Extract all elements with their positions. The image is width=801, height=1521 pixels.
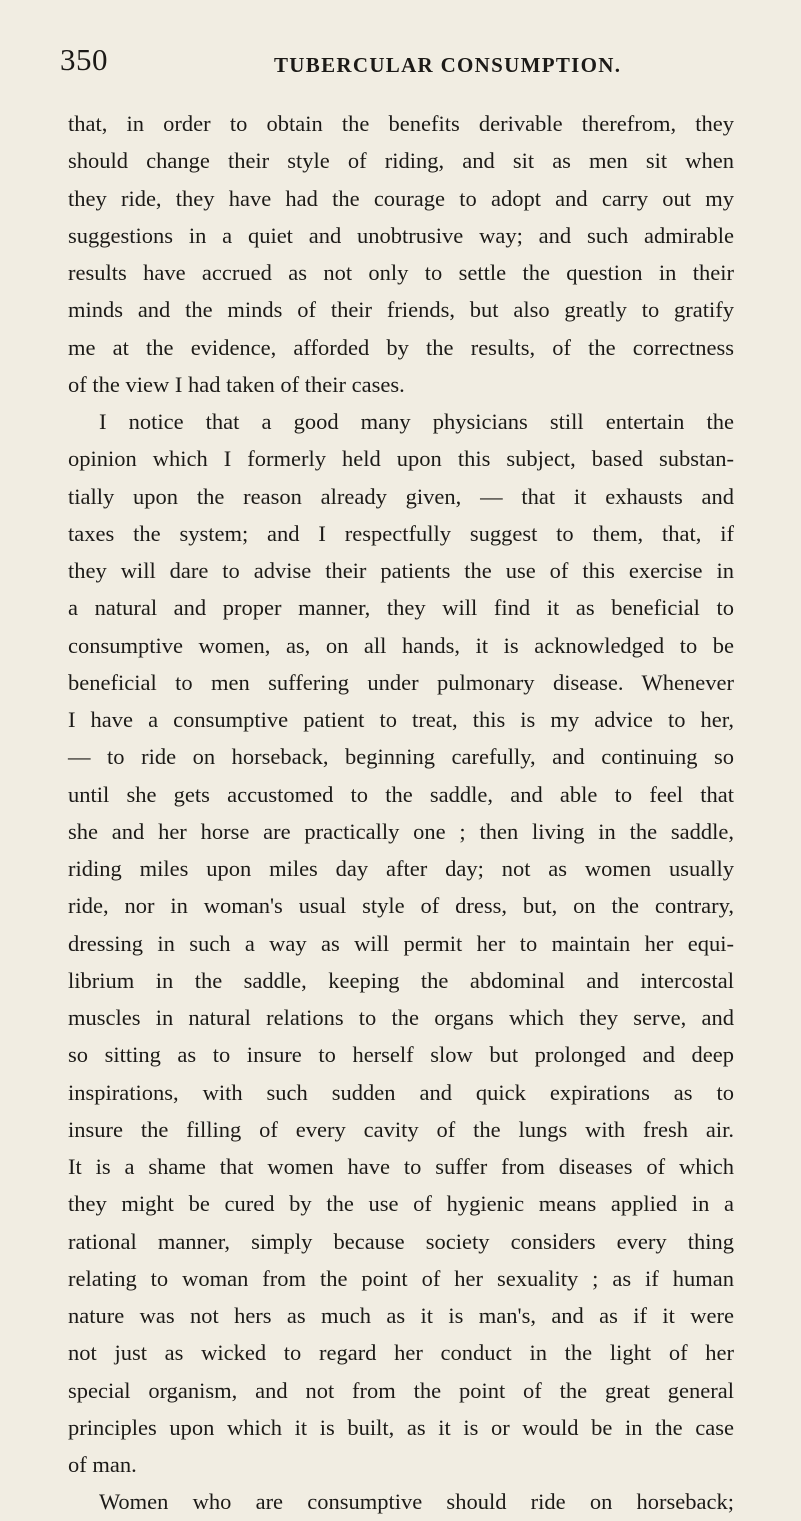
text-line: librium in the saddle, keeping the abdominal and intercostal: [68, 967, 734, 993]
text-line: should change their style of riding, and sit as men sit when: [68, 148, 734, 174]
text-line: consumptive women, as, on all hands, it is acknowledged to be: [68, 632, 734, 658]
text-line: of man.: [68, 1452, 137, 1477]
text-line: I notice that a good many physicians still entertain the: [99, 409, 734, 434]
text-line: they might be cured by the use of hygienic means applied in a: [68, 1191, 734, 1217]
text-line: they ride, they have had the courage to adopt and carry out my: [68, 185, 734, 211]
text-line: muscles in natural relations to the organs which they serve, and: [68, 1005, 734, 1030]
text-line: they will dare to advise their patients the use of this exercise in: [68, 558, 734, 583]
text-line: inspirations, with such sudden and quick expirations as to: [68, 1079, 734, 1105]
page-number: 350: [60, 42, 108, 77]
text-line: rational manner, simply because society considers every thing: [68, 1228, 734, 1254]
body-text: [68, 105, 734, 1521]
text-line: nature was not hers as much as it is man's, and as if it were: [68, 1303, 734, 1328]
text-line: beneficial to men suffering under pulmonary disease. Whenever: [68, 669, 734, 695]
text-line: not just as wicked to regard her conduct in the light of her: [68, 1340, 734, 1366]
text-line: tially upon the reason already given, — that it exhausts and: [68, 483, 734, 509]
text-line: results have accrued as not only to settle the question in their: [68, 260, 734, 285]
text-line: It is a shame that women have to suffer from diseases of which: [68, 1154, 734, 1179]
text-line: suggestions in a quiet and unobtrusive way; and such admirable: [68, 222, 734, 248]
text-line: — to ride on horseback, beginning carefully, and continuing so: [68, 744, 734, 770]
text-line: Women who are consumptive should ride on horseback;: [99, 1489, 734, 1515]
text-line: a natural and proper manner, they will find it as beneficial to: [68, 595, 734, 621]
text-line: that, in order to obtain the benefits derivable therefrom, they: [68, 111, 734, 136]
text-line: taxes the system; and I respectfully suggest to them, that, if: [68, 520, 734, 546]
text-line: special organism, and not from the point of the great general: [68, 1377, 734, 1403]
text-line: minds and the minds of their friends, but also greatly to gratify: [68, 297, 734, 323]
text-line: I have a consumptive patient to treat, this is my advice to her,: [68, 707, 734, 732]
text-line: dressing in such a way as will permit her to maintain her equi-: [68, 930, 734, 956]
running-head: TUBERCULAR CONSUMPTION.: [274, 53, 622, 77]
text-line: insure the filling of every cavity of the lungs with fresh air.: [68, 1116, 734, 1142]
text-line: so sitting as to insure to herself slow but prolonged and deep: [68, 1042, 734, 1068]
page-header: [60, 42, 728, 82]
text-line: of the view I had taken of their cases.: [68, 371, 405, 397]
text-line: riding miles upon miles day after day; not as women usually: [68, 856, 734, 881]
text-line: principles upon which it is built, as it is or would be in the case: [68, 1414, 734, 1440]
text-line: ride, nor in woman's usual style of dress, but, on the contrary,: [68, 893, 734, 919]
text-line: opinion which I formerly held upon this subject, based substan-: [68, 446, 734, 472]
text-line: me at the evidence, afforded by the results, of the correctness: [68, 334, 734, 360]
text-line: until she gets accustomed to the saddle, and able to feel that: [68, 781, 734, 807]
text-line: relating to woman from the point of her sexuality ; as if human: [68, 1265, 734, 1291]
text-line: she and her horse are practically one ; then living in the saddle,: [68, 818, 734, 844]
